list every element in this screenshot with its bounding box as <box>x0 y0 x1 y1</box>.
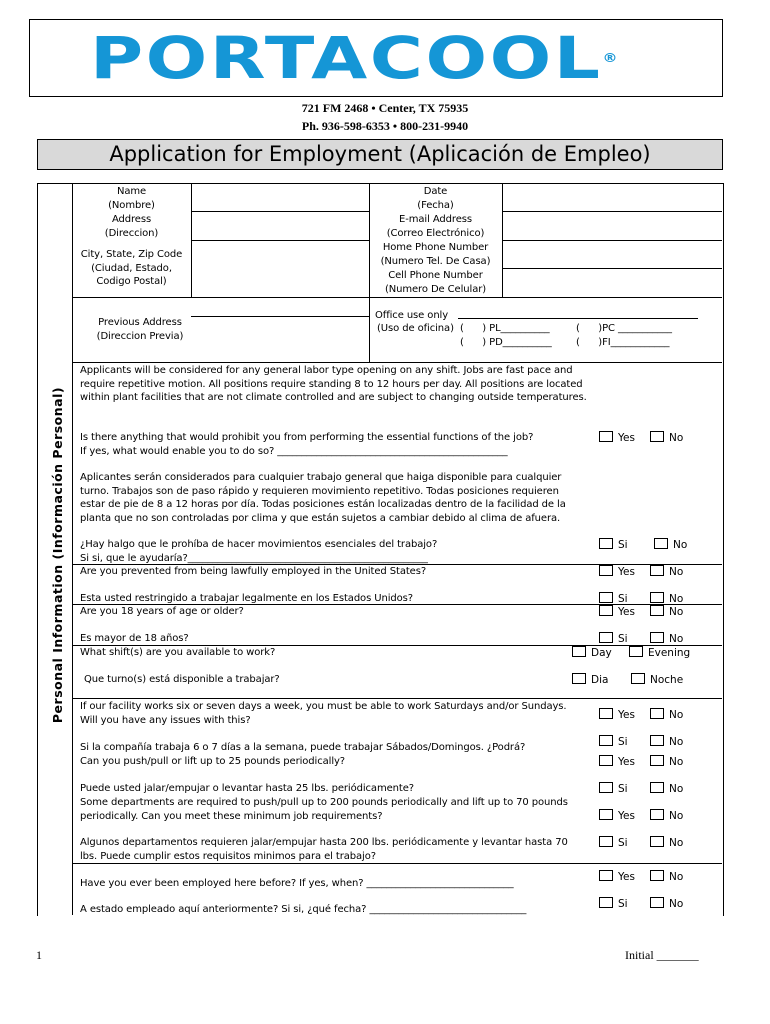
q5-es: Si la compañía trabaja 6 o 7 días a la semana, puede trabajar Sábados/Domingos. ¿Podrá? <box>80 742 526 753</box>
checkbox[interactable] <box>631 673 645 684</box>
q4-evening[interactable]: Evening <box>629 646 690 659</box>
q6-en: Can you push/pull or lift up to 25 pounds periodically? <box>80 756 346 767</box>
office-pd: ( ) PD__________ <box>460 337 552 348</box>
page-number: 1 <box>36 948 42 962</box>
q2-es: Esta usted restringido a trabajar legalmente en los Estados Unidos? <box>80 593 413 604</box>
checkbox[interactable] <box>650 836 664 847</box>
q2-yes[interactable]: Yes <box>599 565 635 578</box>
intro-es: Aplicantes serán considerados para cualquier trabajo general que haiga disponible para cualquier turno. Trabajos son de paso rápido y requieren movimiento repetitivo. Todas posiciones requieren estar de pie de 8 a 12 horas por día. Todas posiciones están localizadas dentro de la facilidad de la planta que no son controladas por clima y que están sujetos a cambiar debido al clima de afuera. <box>80 472 566 524</box>
q7-no[interactable]: No <box>650 809 683 822</box>
checkbox[interactable] <box>650 897 664 908</box>
q6-no-es[interactable]: No <box>650 782 683 795</box>
q3-no[interactable]: No <box>650 605 683 618</box>
checkbox[interactable] <box>599 592 613 603</box>
email-label: E-mail Address (Correo Electrónico) <box>386 214 485 239</box>
q1-no-es[interactable]: No <box>654 538 687 551</box>
checkbox[interactable] <box>650 809 664 820</box>
q7-en: Some departments are required to push/pull up to 200 pounds periodically and lift up to 70 pounds periodically. Can you meet these minimum job requirements? <box>80 797 568 822</box>
checkbox[interactable] <box>599 605 613 616</box>
q2-en: Are you prevented from being lawfully employed in the United States? <box>80 566 427 577</box>
q8-es: A estado empleado aquí anteriormente? Si si, ¿qué fecha? ________________________________ <box>80 904 527 915</box>
q1-es: ¿Hay halgo que le prohíba de hacer movimientos esenciales del trabajo? Si si, que le ayudaría?_________________________________________________ <box>80 539 438 564</box>
q7-si[interactable]: Si <box>599 836 628 849</box>
q7-yes[interactable]: Yes <box>599 809 635 822</box>
q1-si[interactable]: Si <box>599 538 628 551</box>
checkbox[interactable] <box>629 646 643 657</box>
office-use-label-es: (Uso de oficina) <box>377 323 454 334</box>
city-input[interactable] <box>192 241 368 296</box>
q7-es: Algunos departamentos requieren jalar/empujar hasta 200 lbs. periódicamente y levantar hasta 70 lbs. Puede cumplir estos requisitos minimos para el trabajo? <box>80 837 568 862</box>
home-phone-input[interactable] <box>503 241 721 267</box>
office-use-label: Office use only <box>375 310 449 321</box>
city-label: City, State, Zip Code (Ciudad, Estado, Codigo Postal) <box>80 249 183 287</box>
checkbox[interactable] <box>599 538 613 549</box>
q4-dia[interactable]: Dia <box>572 673 608 686</box>
date-label: Date (Fecha) <box>417 186 454 211</box>
checkbox[interactable] <box>650 565 664 576</box>
q3-no-es[interactable]: No <box>650 632 683 645</box>
name-input[interactable] <box>192 184 368 210</box>
checkbox[interactable] <box>650 431 664 442</box>
company-logo: PORTACOOL® <box>90 24 620 92</box>
checkbox[interactable] <box>572 673 586 684</box>
q4-day[interactable]: Day <box>572 646 612 659</box>
q1-no[interactable]: No <box>650 431 683 444</box>
q5-no[interactable]: No <box>650 708 683 721</box>
q1-yes[interactable]: Yes <box>599 431 635 444</box>
home-phone-label: Home Phone Number (Numero Tel. De Casa) <box>380 242 491 267</box>
section-label: Personal Information (Información Personal) <box>50 386 65 724</box>
email-input[interactable] <box>503 212 721 239</box>
q8-no-es[interactable]: No <box>650 897 683 910</box>
checkbox[interactable] <box>650 632 664 643</box>
office-pc: ( )PC ___________ <box>576 323 672 334</box>
company-address: 721 FM 2468 • Center, TX 75935 <box>301 101 469 115</box>
q2-no-es[interactable]: No <box>650 592 683 605</box>
previous-address-label: Previous Address (Direccion Previa) <box>96 317 184 342</box>
date-input[interactable] <box>503 184 721 210</box>
previous-address-input[interactable] <box>192 298 368 361</box>
office-fi: ( )FI____________ <box>576 337 670 348</box>
company-phone: Ph. 936-598-6353 • 800-231-9940 <box>301 119 469 133</box>
address-label: Address (Direccion) <box>104 214 159 239</box>
q8-en: Have you ever been employed here before? If yes, when? ______________________________ <box>80 878 514 889</box>
q8-no[interactable]: No <box>650 870 683 883</box>
checkbox[interactable] <box>650 755 664 766</box>
checkbox[interactable] <box>650 605 664 616</box>
q1-en: Is there anything that would prohibit you from performing the essential functions of the job? If yes, what would enable you to do so? _______________________________________________ <box>80 432 534 457</box>
checkbox[interactable] <box>650 870 664 881</box>
q7-no-es[interactable]: No <box>650 836 683 849</box>
q3-es: Es mayor de 18 años? <box>80 633 189 644</box>
checkbox[interactable] <box>599 708 613 719</box>
q4-noche[interactable]: Noche <box>631 673 683 686</box>
checkbox[interactable] <box>650 592 664 603</box>
office-pl: ( ) PL__________ <box>460 323 550 334</box>
checkbox[interactable] <box>654 538 668 549</box>
checkbox[interactable] <box>650 782 664 793</box>
q3-en: Are you 18 years of age or older? <box>80 606 244 617</box>
checkbox[interactable] <box>572 646 586 657</box>
checkbox[interactable] <box>599 809 613 820</box>
intro-en: Applicants will be considered for any general labor type opening on any shift. Jobs are fast pace and require repetitive motion. All positions require standing 8 to 12 hours per day. All positions are located within plant facilities that are not climate controlled and are subject to changing outside temperatures. <box>80 365 587 403</box>
logo-box <box>29 19 723 97</box>
q6-es: Puede usted jalar/empujar o levantar hasta 25 lbs. periódicamente? <box>80 783 414 794</box>
q5-en: If our facility works six or seven days a week, you must be able to work Saturdays and/or Sundays. Will you have any issues with this? <box>80 701 567 726</box>
q2-no[interactable]: No <box>650 565 683 578</box>
q4-es: Que turno(s) está disponible a trabajar? <box>84 674 280 685</box>
address-input[interactable] <box>192 212 368 239</box>
checkbox[interactable] <box>599 735 613 746</box>
q5-si[interactable]: Si <box>599 735 628 748</box>
name-label: Name (Nombre) <box>108 186 155 211</box>
q8-yes[interactable]: Yes <box>599 870 635 883</box>
initial-field[interactable]: Initial _______ <box>625 948 699 962</box>
checkbox[interactable] <box>599 782 613 793</box>
checkbox[interactable] <box>599 431 613 442</box>
q6-si[interactable]: Si <box>599 782 628 795</box>
cell-phone-label: Cell Phone Number (Numero De Celular) <box>384 270 487 295</box>
q8-si[interactable]: Si <box>599 897 628 910</box>
checkbox[interactable] <box>599 897 613 908</box>
checkbox[interactable] <box>599 870 613 881</box>
checkbox[interactable] <box>599 755 613 766</box>
checkbox[interactable] <box>650 735 664 746</box>
checkbox[interactable] <box>599 836 613 847</box>
q2-si[interactable]: Si <box>599 592 628 605</box>
checkbox[interactable] <box>599 632 613 643</box>
q5-no-es[interactable]: No <box>650 735 683 748</box>
q3-yes[interactable]: Yes <box>599 605 635 618</box>
cell-phone-input[interactable] <box>503 269 721 296</box>
checkbox[interactable] <box>650 708 664 719</box>
q6-yes[interactable]: Yes <box>599 755 635 768</box>
q3-si[interactable]: Si <box>599 632 628 645</box>
checkbox[interactable] <box>599 565 613 576</box>
page-title: Application for Employment (Aplicación de Empleo) <box>37 139 723 170</box>
q4-en: What shift(s) are you available to work? <box>80 647 276 658</box>
q5-yes[interactable]: Yes <box>599 708 635 721</box>
q6-no[interactable]: No <box>650 755 683 768</box>
